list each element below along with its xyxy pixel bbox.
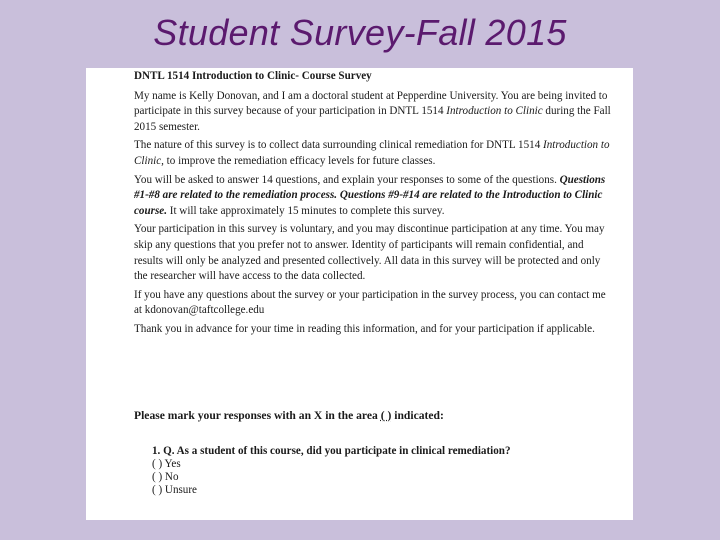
option-yes[interactable]: ( ) Yes [152,458,181,470]
thank-you-paragraph: Thank you in advance for your time in reading this information, and for your participation if applicable. [134,322,595,335]
document-heading: DNTL 1514 Introduction to Clinic- Course Survey [134,70,372,82]
option-unsure[interactable]: ( ) Unsure [152,484,197,496]
option-no[interactable]: ( ) No [152,471,179,483]
question-1-text: 1. Q. As a student of this course, did you participate in clinical remediation? [152,445,511,457]
response-instructions: Please mark your responses with an X in the area ( ) indicated: [134,409,444,422]
intro-paragraph: My name is Kelly Donovan, and I am a doctoral student at Pepperdine University. You are being invited to participate in this survey because of your participation in DNTL 1514 Introduction to Clinic during the Fall 2015 semester. [134,89,611,133]
survey-document [86,68,633,520]
questions-overview-paragraph: You will be asked to answer 14 questions, and explain your responses to some of the questions. Questions #1-#8 are related to the remediation process. Questions #9-#14 are related to the Introduction to Clinic course. It will take approximately 15 minutes to complete this survey. [134,173,606,217]
slide-title: Student Survey-Fall 2015 [153,12,567,53]
purpose-paragraph: The nature of this survey is to collect data surrounding clinical remediation for DNTL 1514 Introduction to Clinic, to improve the remediation efficacy levels for future classes. [134,139,610,167]
question-1 [152,445,511,497]
participation-paragraph: Your participation in this survey is voluntary, and you may discontinue participation at any time. You may skip any questions that you prefer not to answer. Identity of participants will remain confidential, and results will only be analyzed and presented collectively. All data in this survey will be protected and only the researcher will have access to the data collected. [134,223,605,283]
contact-paragraph: If you have any questions about the survey or your participation in the survey process, you can contact me at kdonovan@taftcollege.edu [134,288,606,317]
